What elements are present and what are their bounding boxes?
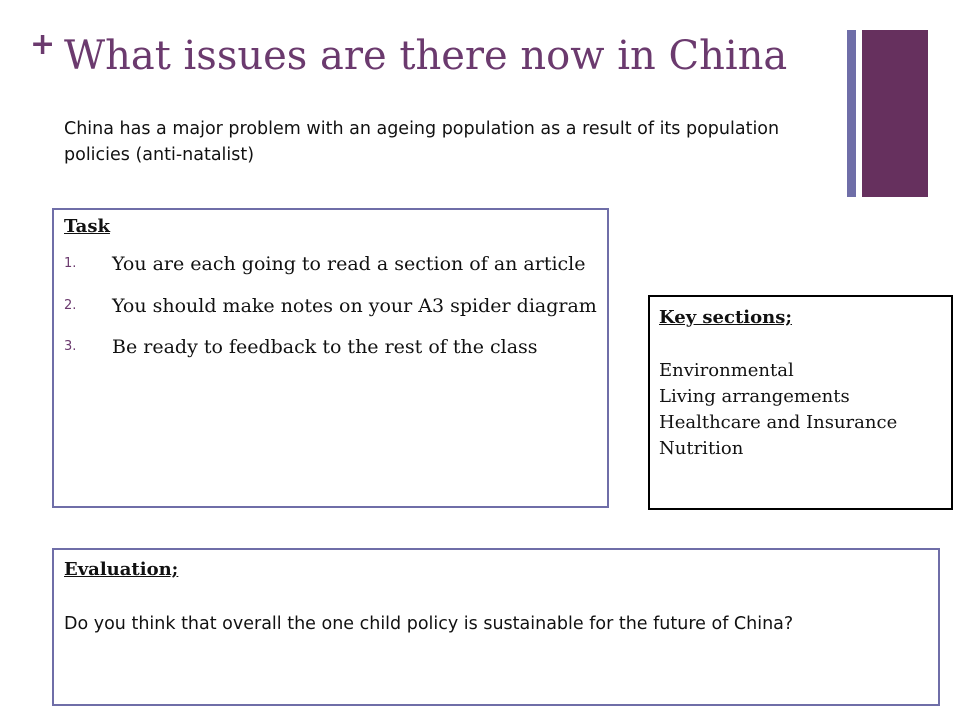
task-item-number: 3.	[64, 339, 77, 355]
key-section-item: Living arrangements	[659, 386, 850, 408]
key-section-item: Nutrition	[659, 438, 744, 460]
key-section-item: Environmental	[659, 360, 794, 381]
evaluation-box	[52, 548, 940, 706]
task-item-text: You should make notes on your A3 spider diagram	[112, 294, 597, 317]
task-heading: Task	[64, 216, 110, 237]
plus-icon: +	[30, 27, 56, 62]
key-sections-box	[648, 295, 953, 510]
task-list	[64, 251, 597, 362]
task-item-number: 2.	[64, 297, 77, 313]
key-section-item: Healthcare and Insurance	[659, 412, 898, 434]
evaluation-heading: Evaluation;	[64, 559, 179, 580]
evaluation-question: Do you think that overall the one child policy is sustainable for the future of China?	[64, 614, 794, 634]
slide-subtitle: China has a major problem with an ageing population as a result of its population policies (anti-natalist)	[64, 119, 780, 166]
task-item	[64, 293, 597, 321]
decorative-bar-thin	[847, 30, 856, 197]
task-item-text: Be ready to feedback to the rest of the class	[112, 336, 538, 359]
task-item	[64, 334, 597, 362]
task-item-number: 1.	[64, 256, 77, 271]
decorative-bar-thick	[862, 30, 928, 197]
task-item-text: You are each going to read a section of an article	[112, 253, 586, 275]
task-item	[64, 251, 597, 279]
task-box	[52, 208, 609, 508]
slide-title: What issues are there now in China	[64, 33, 788, 79]
key-sections-heading: Key sections;	[659, 307, 792, 328]
